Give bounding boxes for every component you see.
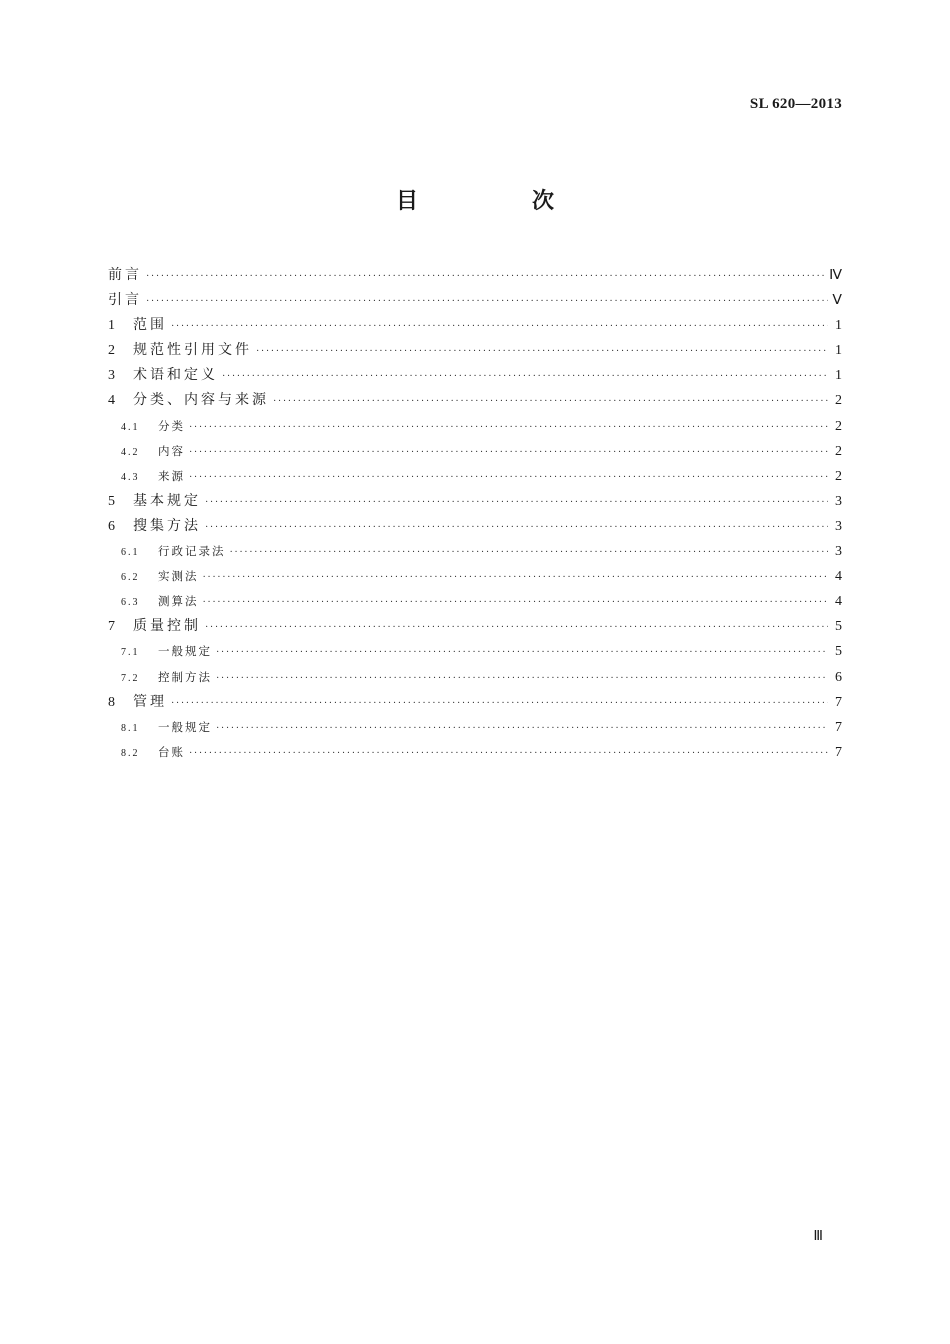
- toc-entry-number: 8: [108, 694, 115, 710]
- toc-dot-leader: [171, 314, 828, 339]
- toc-entry-page: Ⅴ: [832, 293, 842, 309]
- toc-entry-page: 2: [835, 468, 842, 484]
- toc-entry[interactable]: [108, 589, 842, 614]
- toc-dot-leader: [203, 565, 829, 590]
- toc-entry-label: 基本规定: [133, 492, 201, 509]
- document-code: SL 620—2013: [749, 96, 842, 112]
- toc-entry-page: 6: [835, 669, 842, 685]
- toc-entry-page: 7: [835, 744, 842, 760]
- toc-entry[interactable]: [108, 313, 842, 338]
- toc-dot-leader: [146, 264, 825, 289]
- toc-entry-page: 2: [835, 443, 842, 459]
- toc-entry-number: 7.2: [121, 672, 140, 684]
- toc-entry-number: 7.1: [121, 647, 140, 659]
- toc-entry-number: 2: [108, 343, 115, 359]
- toc-entry[interactable]: [108, 715, 842, 740]
- toc-dot-leader: [205, 490, 828, 515]
- toc-entry-label: 行政记录法: [158, 544, 226, 559]
- toc-dot-leader: [222, 364, 828, 389]
- toc-dot-leader: [189, 741, 828, 766]
- toc-entry-page: 7: [835, 694, 842, 710]
- toc-entry[interactable]: [108, 740, 842, 765]
- toc-dot-leader: [189, 465, 828, 490]
- toc-dot-leader: [146, 289, 828, 314]
- toc-entry-number: 8.2: [121, 747, 140, 759]
- toc-entry-label: 搜集方法: [133, 517, 201, 534]
- toc-entry-page: 4: [835, 594, 842, 610]
- toc-entry-label: 一般规定: [158, 644, 212, 659]
- toc-entry-label: 分类: [158, 418, 185, 433]
- toc-entry-page: 1: [835, 318, 842, 334]
- toc-entry-number: 6: [108, 518, 115, 534]
- toc-dot-leader: [205, 515, 828, 540]
- toc-title: 目 次: [395, 189, 600, 214]
- toc-entry[interactable]: [108, 338, 842, 363]
- toc-entry-page: 1: [835, 368, 842, 384]
- page-number: Ⅲ: [813, 1229, 823, 1244]
- toc-dot-leader: [189, 440, 828, 465]
- toc-dot-leader: [203, 590, 829, 615]
- toc-dot-leader: [189, 415, 828, 440]
- toc-dot-leader: [256, 339, 828, 364]
- toc-entry-number: 4: [108, 393, 115, 409]
- toc-entry-label: 前言: [108, 267, 142, 283]
- toc-entry-label: 范围: [133, 317, 167, 334]
- toc-dot-leader: [216, 640, 828, 665]
- toc-entry-label: 质量控制: [133, 618, 201, 635]
- toc-entry-number: 6.2: [121, 572, 140, 584]
- toc-entry-number: 1: [108, 318, 115, 334]
- toc-entry-number: 4.1: [121, 421, 140, 433]
- toc-entry-number: 8.1: [121, 722, 140, 734]
- toc-entry[interactable]: [108, 288, 842, 313]
- toc-entry-number: 5: [108, 493, 115, 509]
- toc-entry-page: Ⅳ: [829, 268, 842, 283]
- toc-entry-label: 分类、内容与来源: [133, 392, 269, 409]
- toc-entry[interactable]: [108, 263, 842, 288]
- toc-entry-number: 6.3: [121, 597, 140, 609]
- toc-entry[interactable]: [108, 414, 842, 439]
- toc-entry[interactable]: [108, 388, 842, 413]
- toc-entry-label: 引言: [108, 292, 142, 309]
- toc-entry[interactable]: [108, 363, 842, 388]
- toc-entry[interactable]: [108, 690, 842, 715]
- toc-entry-number: 7: [108, 619, 115, 635]
- toc-entry[interactable]: [108, 489, 842, 514]
- toc-entry-number: 4.3: [121, 471, 140, 483]
- toc-entry[interactable]: [108, 639, 842, 664]
- toc-entry-label: 管理: [133, 693, 167, 710]
- toc-entry[interactable]: [108, 564, 842, 589]
- toc-entry-page: 5: [835, 644, 842, 660]
- toc-dot-leader: [230, 540, 829, 565]
- toc-entry-label: 控制方法: [158, 669, 212, 684]
- toc-entry-label: 术语和定义: [133, 367, 218, 384]
- toc-dot-leader: [171, 691, 828, 716]
- toc-entry[interactable]: [108, 614, 842, 639]
- toc-entry-number: 3: [108, 368, 115, 384]
- toc-entry[interactable]: [108, 514, 842, 539]
- toc-entry-page: 4: [835, 569, 842, 585]
- toc-entry[interactable]: [108, 439, 842, 464]
- toc-entry[interactable]: [108, 539, 842, 564]
- toc-entry-label: 实测法: [158, 569, 199, 584]
- toc-dot-leader: [216, 666, 828, 691]
- toc-entry-label: 一般规定: [158, 719, 212, 734]
- toc-dot-leader: [216, 716, 828, 741]
- toc-entry-page: 3: [835, 493, 842, 509]
- toc-dot-leader: [205, 615, 828, 640]
- toc-entry-page: 1: [835, 343, 842, 359]
- toc-entry-label: 来源: [158, 468, 185, 483]
- toc-entry-page: 7: [835, 719, 842, 735]
- toc-entry-page: 2: [835, 393, 842, 409]
- toc-entry-label: 内容: [158, 443, 185, 458]
- toc-dot-leader: [273, 389, 828, 414]
- toc-entry-page: 5: [835, 619, 842, 635]
- toc-entry-label: 台账: [158, 744, 185, 759]
- toc-entry[interactable]: [108, 665, 842, 690]
- toc-entry-label: 规范性引用文件: [133, 342, 252, 359]
- toc-entry-page: 3: [835, 544, 842, 560]
- toc-entry[interactable]: [108, 464, 842, 489]
- toc-entry-page: 2: [835, 418, 842, 434]
- toc-entry-page: 3: [835, 518, 842, 534]
- toc-entry-number: 4.2: [121, 446, 140, 458]
- table-of-contents: [108, 263, 842, 765]
- toc-entry-number: 6.1: [121, 547, 140, 559]
- toc-entry-label: 测算法: [158, 594, 199, 609]
